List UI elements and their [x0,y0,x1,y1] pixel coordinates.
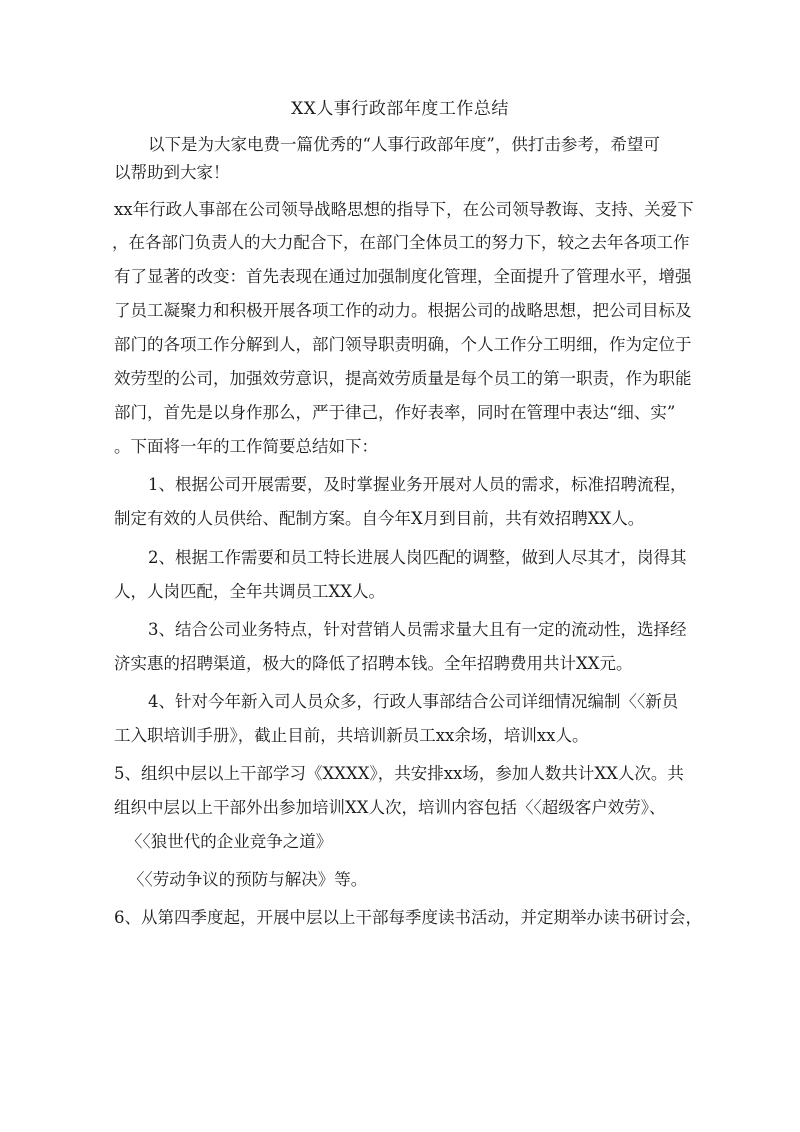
paragraph-line: 。下面将一年的工作简要总结如下： [114,437,378,456]
paragraph-line: 5、组织中层以上干部学习《XXXX》，共安排xx场，参加人数共计XX人次。共 [114,764,684,783]
paragraph-line: 了员工凝聚力和积极开展各项工作的动力。根据公司的战略思想，把公司目标及 [114,301,692,320]
paragraph-line: 2、根据工作需要和员工特长进展人岗匹配的调整，做到人尽其才，岗得其 [148,548,687,567]
paragraph-line: 效劳型的公司，加强效劳意识，提高效劳质量是每个员工的第一职责，作为职能 [114,369,692,388]
paragraph-line: 〈〈狼世代的企业竞争之道》 [126,832,333,851]
paragraph-line: 工入职培训手册》，截止目前，共培训新员工xx余场，培训xx人。 [114,726,589,745]
paragraph-line: 制定有效的人员供给、配制方案。自今年X月到目前，共有效招聘XX人。 [114,509,645,528]
paragraph-line: 4、针对今年新入司人员众多，行政人事部结合公司详细情况编制〈〈新员 [148,692,679,711]
paragraph-line: 济实惠的招聘渠道，极大的降低了招聘本钱。全年招聘费用共计XX元。 [114,654,633,673]
paragraph-line: xx年行政人事部在公司领导战略思想的指导下，在公司领导教诲、支持、关爱下 [114,200,694,219]
paragraph-line: 6、从第四季度起，开展中层以上干部每季度读书活动，并定期举办读书研讨会， [114,908,702,927]
paragraph-line: 人，人岗匹配，全年共调员工XX人。 [114,582,385,601]
paragraph-line: 有了显著的改变：首先表现在通过加强制度化管理，全面提升了管理水平，增强 [114,267,692,286]
paragraph-line: 部门的各项工作分解到人，部门领导职责明确，个人工作分工明细，作为定位于 [114,335,692,354]
paragraph-line: 以帮助到大家！ [114,163,230,182]
paragraph-line: 以下是为大家电费一篇优秀的“人事行政部年度”，供打击参考，希望可 [148,135,660,154]
paragraph-line: 〈〈劳动争议的预防与解决》等。 [128,870,368,889]
paragraph-line: 3、结合公司业务特点，针对营销人员需求量大且有一定的流动性，选择经 [148,620,687,639]
paragraph-line: 1、根据公司开展需要，及时掌握业务开展对人员的需求，标准招聘流程， [148,475,687,494]
paragraph-line: ，在各部门负责人的大力配合下，在部门全体员工的努力下，较之去年各项工作 [112,233,690,252]
document-title: XX人事行政部年度工作总结 [291,99,509,119]
paragraph-line: 部门，首先是以身作那么，严于律己，作好表率，同时在管理中表达“细、实” [114,403,676,422]
paragraph-line: 组织中层以上干部外出参加培训XX人次，培训内容包括〈〈超级客户效劳》、 [114,798,666,817]
